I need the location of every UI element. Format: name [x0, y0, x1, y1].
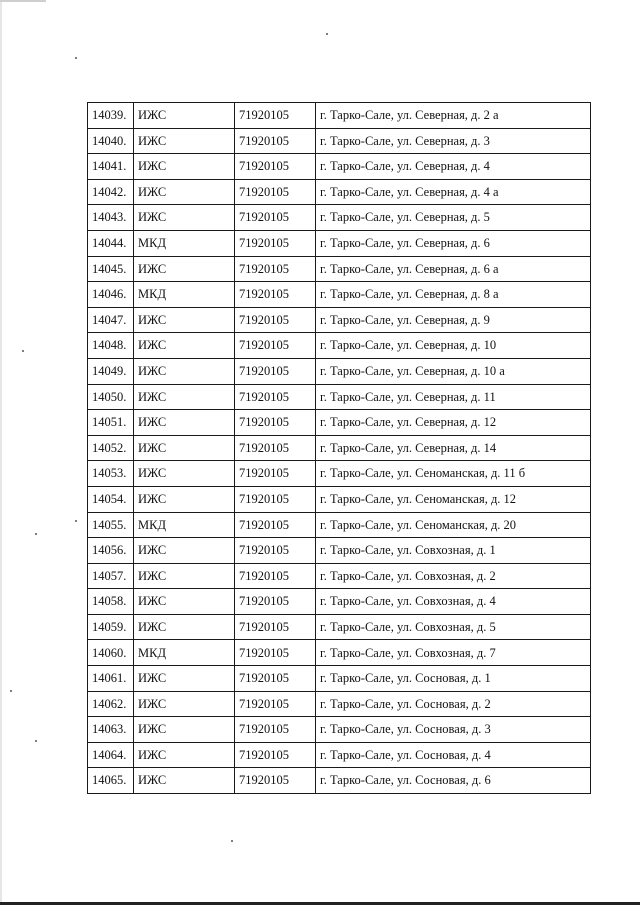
row-number: 14047. — [88, 307, 134, 333]
building-type: ИЖС — [134, 589, 235, 615]
oktmo-code: 71920105 — [235, 563, 316, 589]
row-number: 14049. — [88, 358, 134, 384]
row-number: 14055. — [88, 512, 134, 538]
table-row — [88, 666, 591, 692]
building-type: ИЖС — [134, 768, 235, 794]
table-row — [88, 384, 591, 410]
building-type: ИЖС — [134, 154, 235, 180]
address: г. Тарко-Сале, ул. Северная, д. 6 а — [316, 256, 591, 282]
building-type: ИЖС — [134, 691, 235, 717]
building-type: ИЖС — [134, 256, 235, 282]
table-row — [88, 333, 591, 359]
address: г. Тарко-Сале, ул. Сеноманская, д. 11 б — [316, 461, 591, 487]
oktmo-code: 71920105 — [235, 179, 316, 205]
address: г. Тарко-Сале, ул. Северная, д. 4 а — [316, 179, 591, 205]
row-number: 14059. — [88, 614, 134, 640]
building-type: ИЖС — [134, 563, 235, 589]
oktmo-code: 71920105 — [235, 461, 316, 487]
address: г. Тарко-Сале, ул. Сосновая, д. 2 — [316, 691, 591, 717]
row-number: 14063. — [88, 717, 134, 743]
oktmo-code: 71920105 — [235, 435, 316, 461]
table-row — [88, 461, 591, 487]
row-number: 14056. — [88, 538, 134, 564]
building-type: МКД — [134, 230, 235, 256]
row-number: 14052. — [88, 435, 134, 461]
row-number: 14040. — [88, 128, 134, 154]
address-registry-table — [87, 102, 591, 794]
oktmo-code: 71920105 — [235, 768, 316, 794]
building-type: ИЖС — [134, 205, 235, 231]
building-type: ИЖС — [134, 486, 235, 512]
building-type: ИЖС — [134, 614, 235, 640]
address: г. Тарко-Сале, ул. Сеноманская, д. 12 — [316, 486, 591, 512]
table-row — [88, 614, 591, 640]
building-type: МКД — [134, 512, 235, 538]
address: г. Тарко-Сале, ул. Северная, д. 3 — [316, 128, 591, 154]
address: г. Тарко-Сале, ул. Северная, д. 5 — [316, 205, 591, 231]
address: г. Тарко-Сале, ул. Совхозная, д. 5 — [316, 614, 591, 640]
oktmo-code: 71920105 — [235, 128, 316, 154]
corner-mark — [0, 0, 46, 2]
table-row — [88, 538, 591, 564]
row-number: 14061. — [88, 666, 134, 692]
address: г. Тарко-Сале, ул. Северная, д. 2 а — [316, 103, 591, 129]
address: г. Тарко-Сале, ул. Совхозная, д. 4 — [316, 589, 591, 615]
table-row — [88, 154, 591, 180]
address: г. Тарко-Сале, ул. Северная, д. 6 — [316, 230, 591, 256]
table-row — [88, 307, 591, 333]
page-edge-left — [0, 0, 2, 905]
building-type: ИЖС — [134, 179, 235, 205]
table-row — [88, 486, 591, 512]
building-type: ИЖС — [134, 128, 235, 154]
oktmo-code: 71920105 — [235, 333, 316, 359]
table-row — [88, 435, 591, 461]
table-row — [88, 128, 591, 154]
table-row — [88, 691, 591, 717]
table-row — [88, 742, 591, 768]
address: г. Тарко-Сале, ул. Сосновая, д. 1 — [316, 666, 591, 692]
row-number: 14057. — [88, 563, 134, 589]
building-type: ИЖС — [134, 103, 235, 129]
building-type: ИЖС — [134, 358, 235, 384]
oktmo-code: 71920105 — [235, 486, 316, 512]
scan-speck — [75, 57, 77, 59]
address: г. Тарко-Сале, ул. Сосновая, д. 4 — [316, 742, 591, 768]
oktmo-code: 71920105 — [235, 282, 316, 308]
row-number: 14065. — [88, 768, 134, 794]
row-number: 14044. — [88, 230, 134, 256]
building-type: ИЖС — [134, 461, 235, 487]
address: г. Тарко-Сале, ул. Северная, д. 9 — [316, 307, 591, 333]
address: г. Тарко-Сале, ул. Северная, д. 14 — [316, 435, 591, 461]
scan-speck — [75, 520, 77, 522]
address: г. Тарко-Сале, ул. Северная, д. 10 а — [316, 358, 591, 384]
row-number: 14054. — [88, 486, 134, 512]
table-row — [88, 410, 591, 436]
building-type: ИЖС — [134, 742, 235, 768]
building-type: ИЖС — [134, 666, 235, 692]
row-number: 14064. — [88, 742, 134, 768]
address: г. Тарко-Сале, ул. Северная, д. 8 а — [316, 282, 591, 308]
row-number: 14042. — [88, 179, 134, 205]
table-row — [88, 358, 591, 384]
scan-speck — [22, 350, 24, 352]
row-number: 14060. — [88, 640, 134, 666]
table-row — [88, 205, 591, 231]
oktmo-code: 71920105 — [235, 103, 316, 129]
row-number: 14058. — [88, 589, 134, 615]
address: г. Тарко-Сале, ул. Северная, д. 10 — [316, 333, 591, 359]
oktmo-code: 71920105 — [235, 614, 316, 640]
table-row — [88, 640, 591, 666]
row-number: 14048. — [88, 333, 134, 359]
table-row — [88, 179, 591, 205]
building-type: ИЖС — [134, 538, 235, 564]
building-type: ИЖС — [134, 384, 235, 410]
table-row — [88, 717, 591, 743]
building-type: МКД — [134, 282, 235, 308]
registry-table-body — [88, 103, 591, 794]
oktmo-code: 71920105 — [235, 358, 316, 384]
oktmo-code: 71920105 — [235, 717, 316, 743]
oktmo-code: 71920105 — [235, 307, 316, 333]
building-type: ИЖС — [134, 435, 235, 461]
oktmo-code: 71920105 — [235, 691, 316, 717]
building-type: ИЖС — [134, 307, 235, 333]
oktmo-code: 71920105 — [235, 589, 316, 615]
oktmo-code: 71920105 — [235, 230, 316, 256]
address: г. Тарко-Сале, ул. Северная, д. 12 — [316, 410, 591, 436]
building-type: ИЖС — [134, 333, 235, 359]
row-number: 14046. — [88, 282, 134, 308]
row-number: 14050. — [88, 384, 134, 410]
table-row — [88, 512, 591, 538]
oktmo-code: 71920105 — [235, 154, 316, 180]
table-row — [88, 103, 591, 129]
address: г. Тарко-Сале, ул. Сеноманская, д. 20 — [316, 512, 591, 538]
table-row — [88, 282, 591, 308]
table-row — [88, 563, 591, 589]
address: г. Тарко-Сале, ул. Сосновая, д. 3 — [316, 717, 591, 743]
oktmo-code: 71920105 — [235, 666, 316, 692]
oktmo-code: 71920105 — [235, 256, 316, 282]
address: г. Тарко-Сале, ул. Северная, д. 4 — [316, 154, 591, 180]
table-row — [88, 589, 591, 615]
address: г. Тарко-Сале, ул. Совхозная, д. 7 — [316, 640, 591, 666]
row-number: 14045. — [88, 256, 134, 282]
oktmo-code: 71920105 — [235, 410, 316, 436]
table-row — [88, 768, 591, 794]
row-number: 14043. — [88, 205, 134, 231]
scan-speck — [326, 33, 328, 35]
building-type: МКД — [134, 640, 235, 666]
row-number: 14051. — [88, 410, 134, 436]
oktmo-code: 71920105 — [235, 205, 316, 231]
scan-speck — [231, 840, 233, 842]
table-row — [88, 256, 591, 282]
row-number: 14041. — [88, 154, 134, 180]
address: г. Тарко-Сале, ул. Совхозная, д. 1 — [316, 538, 591, 564]
scan-speck — [10, 690, 12, 692]
table-row — [88, 230, 591, 256]
scan-speck — [35, 740, 37, 742]
row-number: 14039. — [88, 103, 134, 129]
oktmo-code: 71920105 — [235, 640, 316, 666]
oktmo-code: 71920105 — [235, 538, 316, 564]
building-type: ИЖС — [134, 410, 235, 436]
address: г. Тарко-Сале, ул. Совхозная, д. 2 — [316, 563, 591, 589]
row-number: 14062. — [88, 691, 134, 717]
scan-speck — [35, 533, 37, 535]
oktmo-code: 71920105 — [235, 384, 316, 410]
address: г. Тарко-Сале, ул. Северная, д. 11 — [316, 384, 591, 410]
oktmo-code: 71920105 — [235, 512, 316, 538]
building-type: ИЖС — [134, 717, 235, 743]
address: г. Тарко-Сале, ул. Сосновая, д. 6 — [316, 768, 591, 794]
row-number: 14053. — [88, 461, 134, 487]
oktmo-code: 71920105 — [235, 742, 316, 768]
